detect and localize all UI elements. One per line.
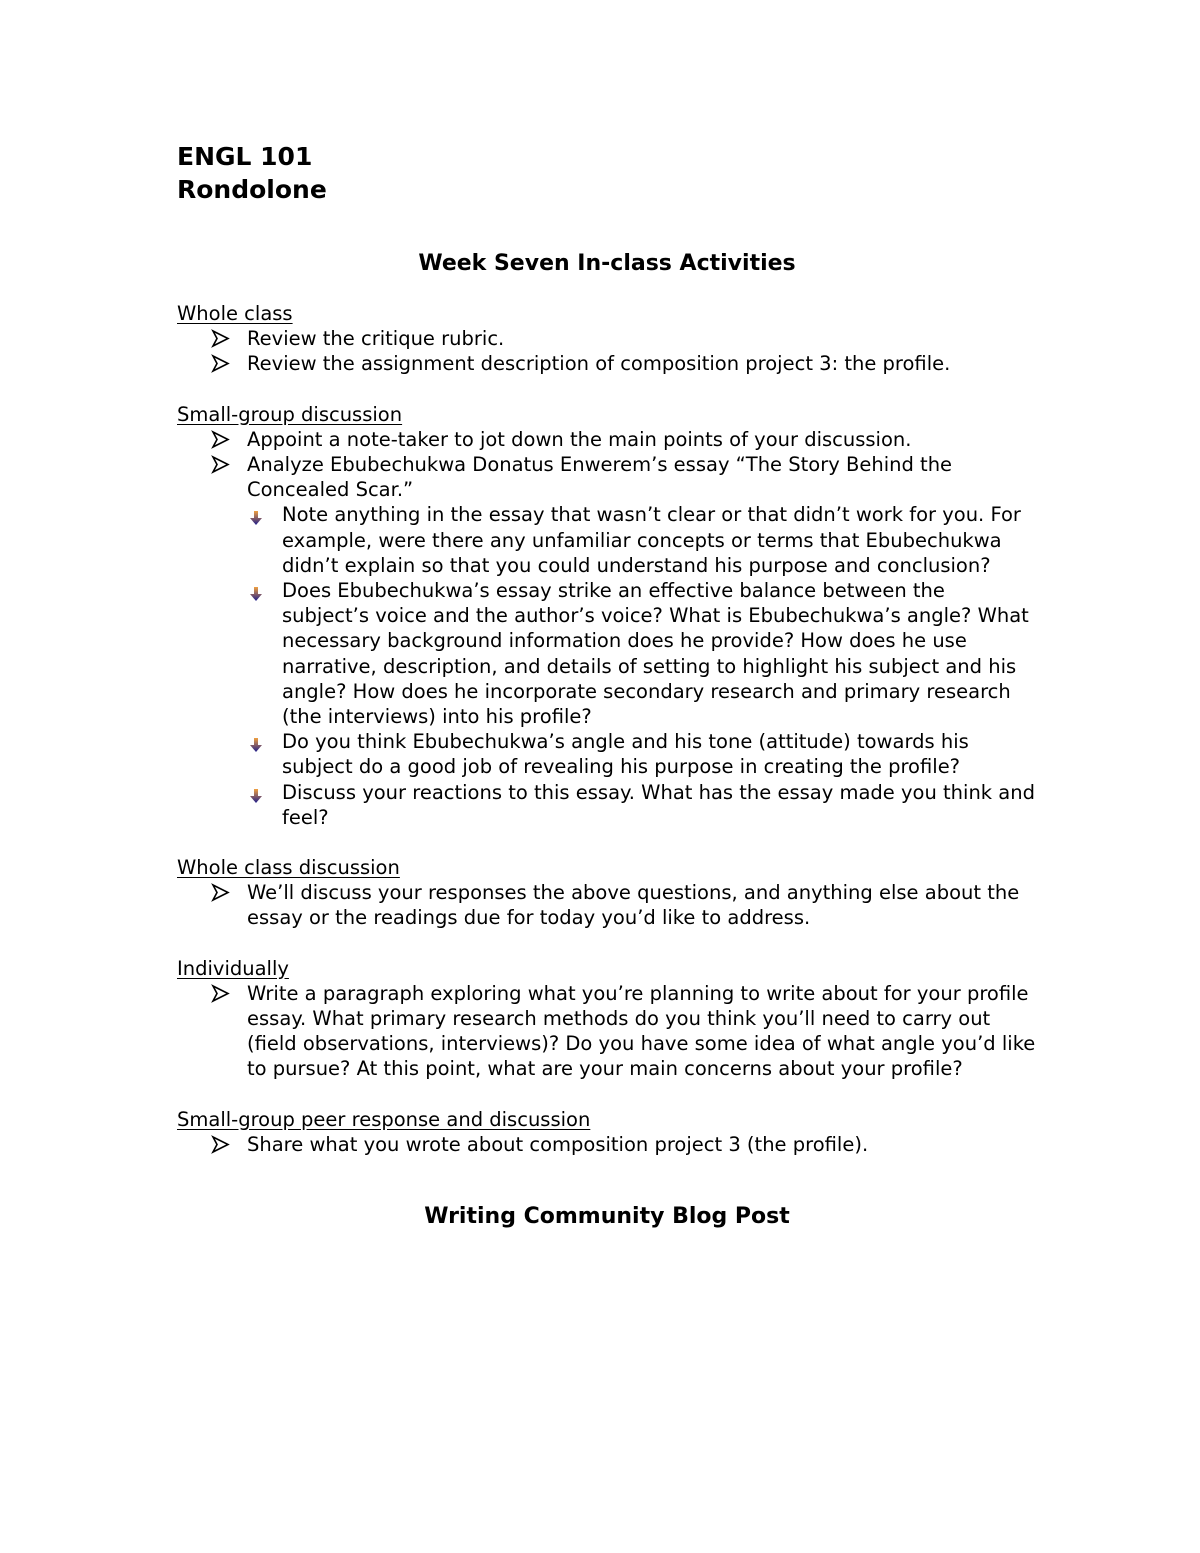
section-heading: Whole class discussion <box>177 856 400 880</box>
list-item-text: Analyze Ebubechukwa Donatus Enwerem’s essay “The Story Behind the Concealed Scar.” <box>247 453 953 502</box>
activity-section <box>177 402 1037 830</box>
activity-section <box>177 855 1037 931</box>
list-item <box>177 351 1037 376</box>
list-item-text: Write a paragraph exploring what you’re planning to write about for your profile essay. What primary research methods do you think you’ll need to carry out (field observations, interviews)? Do you have some idea of what angle you’d like to pursue? At this point, what are your main concerns about your profile? <box>247 981 1036 1081</box>
activity-section <box>177 301 1037 377</box>
sub-list-item-text: Discuss your reactions to this essay. What has the essay made you think and feel? <box>282 780 1035 829</box>
activity-section <box>177 956 1037 1082</box>
list-item-text: Review the critique rubric. <box>247 327 505 351</box>
course-name: ENGL 101 <box>177 142 313 171</box>
sub-list-item-text: Note anything in the essay that wasn’t clear or that didn’t work for you. For example, were there any unfamiliar concepts or terms that Ebubechukwa didn’t explain so that you could understand his purpose and conclusion? <box>282 503 1021 577</box>
list-item <box>177 326 1037 351</box>
list-item-text: Share what you wrote about composition project 3 (the profile). <box>247 1132 869 1156</box>
document-header <box>177 140 1037 206</box>
sub-list-item <box>177 729 1037 779</box>
list-item <box>177 880 1037 930</box>
down-arrow-bullet-icon <box>248 785 264 801</box>
activity-sections <box>177 301 1037 1157</box>
list-item <box>177 1132 1037 1157</box>
section-heading: Individually <box>177 956 289 980</box>
list-item <box>177 981 1037 1082</box>
list-item-text: Appoint a note-taker to jot down the main points of your discussion. <box>247 427 912 451</box>
page-title: Week Seven In-class Activities <box>418 251 796 276</box>
arrowhead-bullet-icon <box>211 351 231 376</box>
section-heading: Whole class <box>177 302 293 325</box>
arrowhead-bullet-icon <box>211 1132 231 1157</box>
arrowhead-bullet-icon <box>211 427 231 452</box>
down-arrow-bullet-icon <box>248 734 264 750</box>
list-item <box>177 452 1037 502</box>
arrowhead-bullet-icon <box>211 981 231 1006</box>
list-item <box>177 427 1037 452</box>
section-heading: Small-group peer response and discussion <box>177 1107 591 1131</box>
down-arrow-bullet-icon <box>248 583 264 599</box>
sub-list-item <box>177 502 1037 578</box>
down-arrow-bullet-icon <box>248 507 264 523</box>
arrowhead-bullet-icon <box>211 452 231 477</box>
section-heading: Small-group discussion <box>177 402 403 426</box>
blog-post-title: Writing Community Blog Post <box>424 1204 790 1230</box>
list-item-text: Review the assignment description of composition project 3: the profile. <box>247 352 951 376</box>
sub-list-item <box>177 780 1037 830</box>
list-item-text: We’ll discuss your responses the above questions, and anything else about the essay or the readings due for today you’d like to address. <box>247 881 1020 930</box>
activity-section <box>177 1107 1037 1157</box>
arrowhead-bullet-icon <box>211 326 231 351</box>
sub-list-item-text: Does Ebubechukwa’s essay strike an effective balance between the subject’s voice and the author’s voice? What is Ebubechukwa’s angle? What necessary background information does he provide? How does he use narrative, description, and details of setting to highlight his subject and his angle? How does he incorporate secondary research and primary research (the interviews) into his profile? <box>282 579 1029 729</box>
sub-list-item <box>177 578 1037 729</box>
sub-list-item-text: Do you think Ebubechukwa’s angle and his tone (attitude) towards his subject do a good job of revealing his purpose in creating the profile? <box>282 730 969 779</box>
document-page <box>177 140 1037 1232</box>
instructor-name: Rondolone <box>177 175 327 204</box>
arrowhead-bullet-icon <box>211 880 231 905</box>
